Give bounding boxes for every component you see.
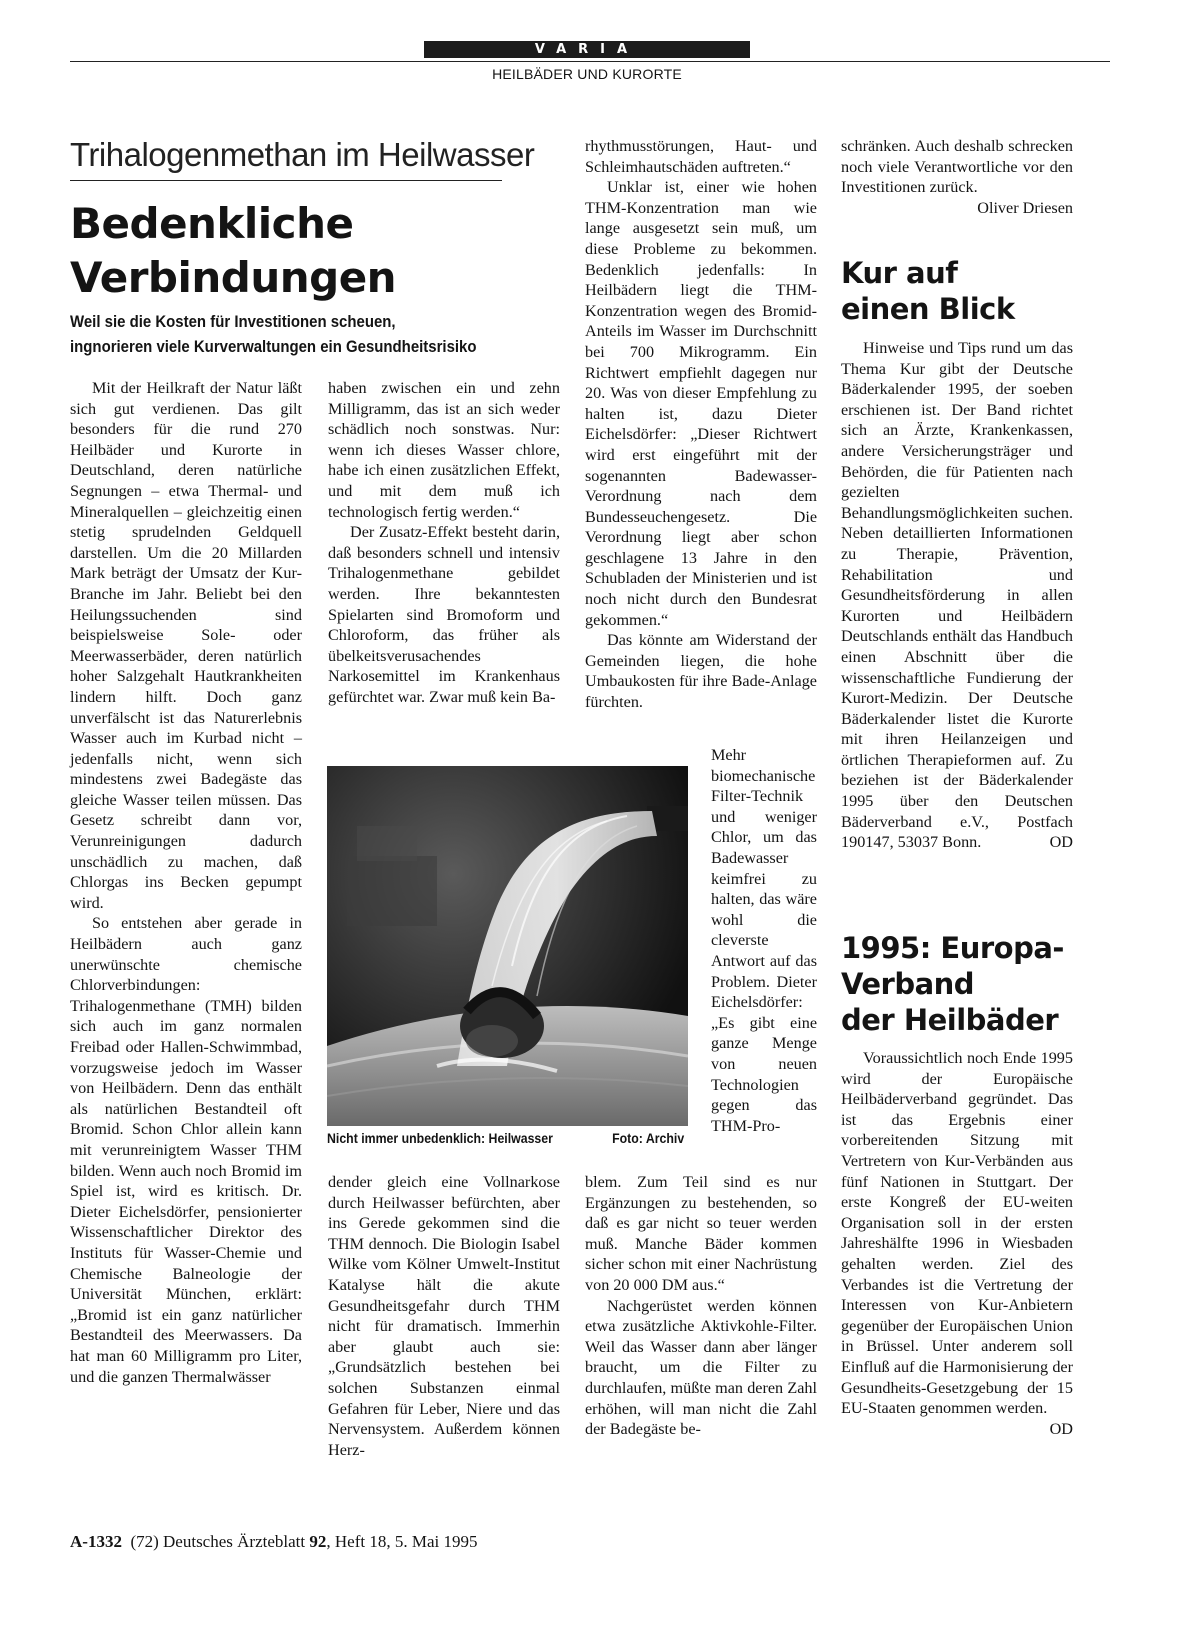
fountain-photo — [327, 766, 688, 1126]
paragraph — [841, 136, 1073, 217]
article-kicker: Trihalogenmethan im Heilwasser — [70, 136, 535, 173]
sidebar-europa-title — [841, 930, 1091, 1038]
journal-volume: 92 — [309, 1532, 327, 1551]
water-spout-image — [327, 766, 688, 1126]
page-footer — [70, 1532, 477, 1552]
journal-issue: , Heft 18, 5. Mai 1995 — [326, 1532, 478, 1551]
sidebar-europa-author: OD — [1049, 1419, 1073, 1438]
sidebar-kur-author: OD — [1049, 833, 1073, 852]
article-column-1 — [70, 378, 302, 1387]
page-number: A-1332 — [70, 1532, 122, 1551]
journal-name: (72) Deutsches Ärzteblatt — [130, 1532, 306, 1551]
sidebar-europa-text: Voraussichtlich noch Ende 1995 wird der Europäische Heilbäderverband gegründet. Das ist das Ergebnis einer vorbereitenden Sitzung mit Vertretern von Kur-Verbänden aus fünf Nationen in Stuttgart. Der erste Kongreß der EU-weiten Organisation soll in der ersten Jahreshälfte 1996 in Wiesbaden gehalten werden. Ziel des Verbandes ist die Vertretung der Interessen von Kur-Anbietern gegenüber der Europäischen Union in Brüssel. Unter anderem soll Einfluß auf die Harmonisierung der Gesundheits-Gesetzgebung der 15 EU-Staaten genommen werden. — [841, 1049, 1073, 1418]
headline-line-2: Verbindungen — [70, 253, 397, 302]
deck-line-1: Weil sie die Kosten für Investitionen scheuen, — [70, 312, 396, 331]
sidebar-europa-title-line-2: Verband — [841, 967, 975, 1001]
article-column-3-narrow — [711, 745, 817, 1136]
sidebar-kur-title-line-1: Kur auf — [841, 256, 958, 290]
photo-caption-line — [327, 1130, 685, 1146]
sidebar-kur-title-line-2: einen Blick — [841, 292, 1015, 326]
paragraph: Unklar ist, einer wie hohen THM-Konzentration man wie lange ausgesetzt sein muß, um diese Probleme zu bekommen. Bedenklich jedenfalls: In Heilbädern liegt die THM-Konzentration wegen des Bromid-Anteils im Wasser im Durchschnitt bei 700 Mikrogramm. Ein Richtwert empfiehlt dagegen nur 20. Was von dieser Empfehlung zu halten ist, dazu Dieter Eichelsdörfer: „Dieser Richtwert wird erst eingeführt mit der sogenannten Badewasser-Verordnung nach dem Bundesseuchengesetz. Die Verordnung liegt aber schon geschlagene 13 Jahre in den Schubladen der Ministerien und ist noch nicht durch den Bundesrat gekommen.“ — [585, 178, 817, 629]
sidebar-kur-title — [841, 255, 1081, 327]
paragraph: Das könnte am Widerstand der Gemeinden liegen, die hohe Umbaukosten für ihre Bade-Anlage fürchten. — [585, 631, 817, 712]
paragraph — [841, 338, 1073, 853]
article-deck — [70, 309, 545, 359]
sidebar-europa-title-line-1: 1995: Europa- — [841, 931, 1064, 965]
paragraph: Mit der Heilkraft der Natur läßt sich gut verdienen. Das gilt besonders für die rund 270 Heilbäder und Kurorte in Deutschland, deren natürliche Segnungen – etwa Thermal- und Mineralquellen – gleichzeitig einen stetig sprudelnden Geldquell darstellen. Um die 20 Millarden Mark beträgt der Umsatz der Kur-Branche im Jahr. Beliebt bei den Heilungssuchenden sind beispielsweise Sole- oder Meerwasserbäder, deren natürlich hoher Salzgehalt Hautkrankheiten lindern hilft. Doch ganz unverfälscht ist das Naturerlebnis Wasser auch im Kurbad nicht – jedenfalls nicht, wenn sich mindestens zwei Badegäste das gleiche Wasser teilen müssen. Das Gesetz schreibt dann vor, Verunreinigungen dadurch unschädlich zu machen, daß Chlorgas ins Becken gepumpt wird. — [70, 379, 302, 912]
paragraph: blem. Zum Teil sind es nur Ergänzungen zu bestehenden, so daß es gar nicht so teuer werden muß. Manche Bäder kommen sicher schon mit einer Nachrüstung von 20 000 DM aus.“ — [585, 1173, 817, 1294]
photo-credit: Foto: Archiv — [612, 1130, 685, 1146]
sidebar-kur-text: Hinweise und Tips rund um das Thema Kur gibt der Deutsche Bäderkalender 1995, der soeben erschienen ist. Der Band richtet sich an Ärzte, Krankenkassen, andere Versicherungsträger und Behörden, die für Patienten nach gezielten Behandlungsmöglichkeiten suchen. Neben detaillierten Informationen zu Therapie, Prävention, Rehabilitation und Gesundheitsförderung in allen Kurorten und Heilbädern Deutschlands enthält das Handbuch einen Abschnitt über die wissenschaftliche Fundierung der Kurort-Medizin. Der Deutsche Bäderkalender listet die Kurorte mit ihren Heilanzeigen und örtlichen Therapieformen auf. Zu beziehen ist der Bäderkalender 1995 über den Deutschen Bäderverband e.V., Postfach 190147, 53037 Bonn. — [841, 339, 1073, 852]
article-column-3-bottom — [585, 1172, 817, 1440]
paragraph: Mehr biomechanische Filter-Technik und weniger Chlor, um das Badewasser keimfrei zu halten, das wäre wohl die cleverste Antwort auf das Problem. Dieter Eichelsdörfer: „Es gibt eine ganze Menge von neuen Technologien gegen das THM-Pro- — [711, 746, 817, 1135]
article-column-2-top — [328, 378, 560, 708]
section-title: HEILBÄDER UND KURORTE — [492, 66, 682, 82]
sidebar-kur-body — [841, 338, 1073, 853]
sidebar-europa-body — [841, 1048, 1073, 1439]
paragraph: haben zwischen ein und zehn Milligramm, das ist an sich weder schädlich noch sonstwas. Nur: wenn ich dieses Wasser chlore, habe ich einen zusätzlichen Effekt, und mit dem muß ich technologisch fertig werden.“ — [328, 379, 560, 521]
paragraph: rhythmusstörungen, Haut- und Schleimhautschäden auftreten.“ — [585, 137, 817, 176]
header-rule — [70, 61, 1110, 62]
article-headline — [70, 197, 540, 305]
paragraph: Nachgerüstet werden können etwa zusätzliche Aktivkohle-Filter. Weil das Wasser dann aber länger braucht, um die Filter zu durchlaufen, müßte man deren Zahl erhöhen, will man nicht die Zahl der Badegäste be- — [585, 1296, 817, 1439]
article-author: Oliver Driesen — [977, 198, 1073, 217]
paragraph — [841, 1048, 1073, 1438]
article-column-2-bottom — [328, 1172, 560, 1460]
headline-line-1: Bedenkliche — [70, 199, 354, 248]
varia-label: VARIA — [424, 41, 750, 58]
paragraph: Der Zusatz-Effekt besteht darin, daß besonders schnell und intensiv Trihalogenmethane gebildet werden. Ihre bekanntesten Spielarten sind Bromoform und Chloroform, das früher als übelkeitsverusachendes Narkosemittel im Krankenhaus gefürchtet war. Zwar muß kein Ba- — [328, 523, 560, 706]
kicker-rule — [70, 180, 502, 181]
sidebar-europa-title-line-3: der Heilbäder — [841, 1003, 1059, 1037]
photo-caption: Nicht immer unbedenklich: Heilwasser — [327, 1130, 553, 1146]
article-ending: schränken. Auch deshalb schrecken noch viele Verantwortliche vor den Investitionen zurück. — [841, 137, 1073, 197]
article-column-3-top — [585, 136, 817, 713]
paragraph: So entstehen aber gerade in Heilbädern auch ganz unerwünschte chemische Chlorverbindungen: Trihalogenmethane (TMH) bilden sich auch im ganz normalen Freibad oder Hallen-Schwimmbad, vorzugsweise jedoch im Wasser von Heilbädern. Denn das enthält als natürlichen Bestandteil oft Bromid. Schon Chlor allein kann mit verunreinigtem Wasser THM bilden. Wenn auch noch Bromid im Spiel ist, wird es kritisch. Dr. Dieter Eichelsdörfer, pensionierter Wissenschaftlicher Direktor des Instituts für Wasser-Chemie und Chemische Balneologie der Universität München, erklärt: „Bromid ist ein ganz natürlicher Bestandteil des Meerwassers. Da hat man 60 Milligramm pro Liter, und die ganzen Thermalwässer — [70, 914, 302, 1386]
deck-line-2: ingnorieren viele Kurverwaltungen ein Gesundheitsrisiko — [70, 337, 477, 356]
paragraph: dender gleich eine Vollnarkose durch Heilwasser befürchten, aber ins Gerede gekommen sind die THM dennoch. Die Biologin Isabel Wilke vom Kölner Umwelt-Institut Katalyse hält die akute Gesundheitsgefahr durch THM nicht für dramatisch. Immerhin aber glaubt auch sie: „Grundsätzlich bestehen bei solchen Substanzen einmal Gefahren für Leber, Niere und das Nervensystem. Außerdem können Herz- — [328, 1173, 560, 1459]
article-column-4-top — [841, 136, 1073, 218]
